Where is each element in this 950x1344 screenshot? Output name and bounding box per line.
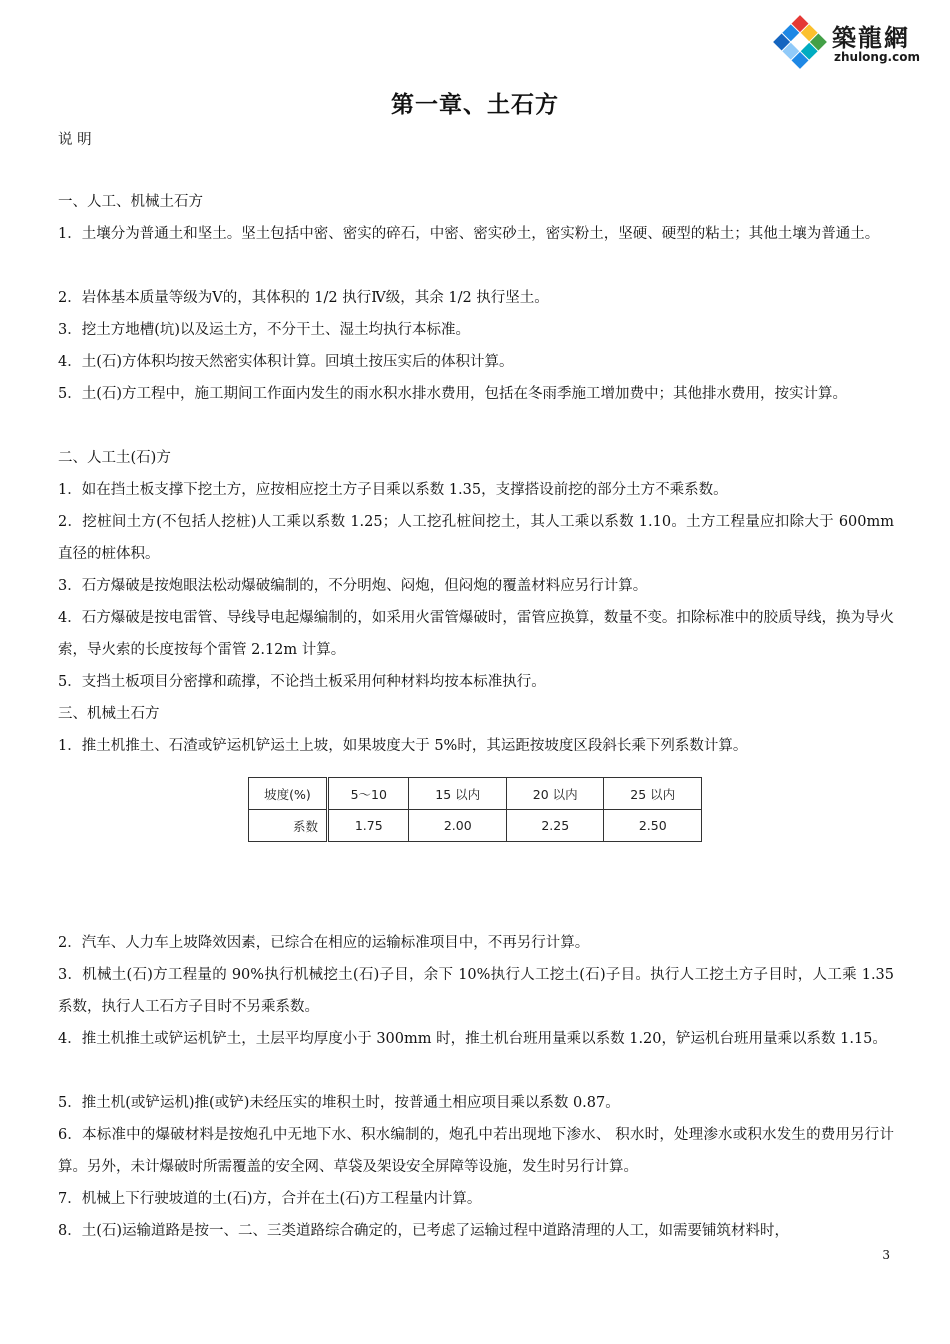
paragraph: 3．挖土方地槽(坑)以及运土方，不分干土、湿土均执行本标准。 [58, 322, 471, 338]
table-row [249, 778, 702, 810]
table-row-header: 系数 [249, 810, 328, 842]
section-heading: 二、人工土(石)方 [58, 450, 171, 466]
logo-domain-text: zhulong.com [834, 50, 920, 64]
paragraph: 7．机械上下行驶坡道的土(石)方，合并在土(石)方工程量内计算。 [58, 1191, 482, 1207]
paragraph: 4．石方爆破是按电雷管、导线导电起爆编制的，如采用火雷管爆破时，雷管应换算，数量不变。扣除标准中的胶质导线，换为导火索，导火索的长度按每个雷管 2.12m 计算。 [58, 610, 894, 658]
table-cell: 15 以内 [409, 778, 507, 810]
page-number: 3 [882, 1248, 890, 1262]
paragraph: 8．土(石)运输道路是按一、二、三类道路综合确定的，已考虑了运输过程中道路清理的人工，如需要铺筑材料时， [58, 1223, 790, 1239]
paragraph: 2．汽车、人力车上坡降效因素，已综合在相应的运输标准项目中，不再另行计算。 [58, 935, 590, 951]
paragraph: 4．推土机推土或铲运机铲土，土层平均厚度小于 300mm 时，推土机台班用量乘以系数 1.20，铲运机台班用量乘以系数 1.15。 [58, 1031, 887, 1047]
subtitle: 说 明 [58, 132, 92, 148]
table-cell: 2.00 [409, 810, 507, 842]
paragraph: 2．岩体基本质量等级为Ⅴ的，其体积的 1/2 执行Ⅳ级，其余 1/2 执行坚土。 [58, 290, 549, 306]
table-cell: 2.25 [506, 810, 604, 842]
table-cell: 1.75 [328, 810, 409, 842]
zhulong-logo [772, 10, 932, 72]
paragraph: 1．推土机推土、石渣或铲运机铲运土上坡，如果坡度大于 5%时，其运距按坡度区段斜长乘下列系数计算。 [58, 738, 748, 754]
chapter-title: 第一章、土石方 [391, 91, 559, 118]
paragraph: 5．支挡土板项目分密撑和疏撑，不论挡土板采用何种材料均按本标准执行。 [58, 674, 546, 690]
paragraph: 3．石方爆破是按炮眼法松动爆破编制的，不分明炮、闷炮，但闷炮的覆盖材料应另行计算。 [58, 578, 648, 594]
zhulong-logo-mark [772, 14, 828, 70]
paragraph: 1．如在挡土板支撑下挖土方，应按相应挖土方子目乘以系数 1.35，支撑搭设前挖的部分土方不乘系数。 [58, 482, 728, 498]
table-cell: 25 以内 [604, 778, 702, 810]
section-heading: 一、人工、机械土石方 [58, 194, 203, 210]
paragraph: 3．机械土(石)方工程量的 90%执行机械挖土(石)子目，余下 10%执行人工挖土(石)子目。执行人工挖土方子目时，人工乘 1.35 系数，执行人工石方子目时不另乘系数。 [58, 967, 894, 1015]
paragraph: 6．本标准中的爆破材料是按炮孔中无地下水、积水编制的，炮孔中若出现地下渗水、 积水时，处理渗水或积水发生的费用另行计算。另外，未计爆破时所需覆盖的安全网、草袋及架设安全屏障等设施，发生时另行计算。 [58, 1127, 894, 1175]
paragraph: 5．推土机(或铲运机)推(或铲)未经压实的堆积土时，按普通土相应项目乘以系数 0.87。 [58, 1095, 620, 1111]
paragraph: 5．土(石)方工程中，施工期间工作面内发生的雨水积水排水费用，包括在冬雨季施工增加费中；其他排水费用，按实计算。 [58, 386, 848, 402]
table-cell: 5～10 [328, 778, 409, 810]
logo-chinese-text: 築龍網 [832, 23, 910, 52]
table-row [249, 810, 702, 842]
table-cell: 2.50 [604, 810, 702, 842]
paragraph: 4．土(石)方体积均按天然密实体积计算。回填土按压实后的体积计算。 [58, 354, 514, 370]
paragraph: 1．土壤分为普通土和坚土。坚土包括中密、密实的碎石，中密、密实砂土，密实粉土，坚硬、硬型的粘土；其他土壤为普通土。 [58, 226, 880, 242]
table-cell: 20 以内 [506, 778, 604, 810]
slope-coefficient-table [248, 777, 702, 842]
paragraph: 2．挖桩间土方(不包括人挖桩)人工乘以系数 1.25；人工挖孔桩间挖土，其人工乘以系数 1.10。土方工程量应扣除大于 600mm 直径的桩体积。 [58, 514, 894, 562]
section-heading: 三、机械土石方 [58, 706, 160, 722]
table-row-header: 坡度(%) [249, 778, 328, 810]
